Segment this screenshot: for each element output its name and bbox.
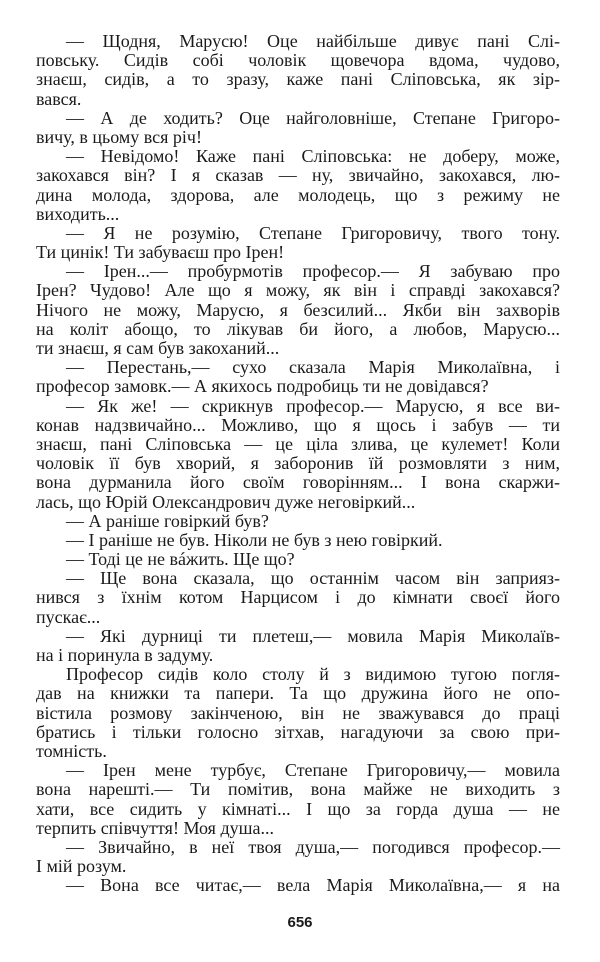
text-line: хати, все сидить у кімнаті... І що за горда душа — не: [36, 798, 560, 819]
text-line: — Я не розумію, Степане Григоровичу, твого тону.: [66, 222, 560, 243]
text-line: вався.: [36, 88, 82, 109]
text-line: вона нарешті.— Ти помітив, вона майже не виходить з: [36, 779, 560, 800]
text-line: — Які дурниці ти плетеш,— мовила Марія Миколаїв-: [66, 625, 560, 646]
text-line: І мій розум.: [36, 856, 127, 877]
text-line: — Як же! — скрикнув професор.— Марусю, я все ви-: [66, 395, 560, 416]
text-line: чоловік її був хворий, я заборонив їй розмовляти з ним,: [36, 453, 560, 474]
text-line: — А де ходить? Оце найголовніше, Степане Григоро-: [66, 107, 560, 128]
text-line: повську. Сидів собі чоловік щовечора вдома, чудово,: [36, 50, 560, 71]
text-line: — Щодня, Марусю! Оце найбільше дивує пані Слі-: [66, 31, 560, 51]
text-line: дина молода, здорова, але молодець, що з режиму не: [36, 184, 560, 205]
page-number: 656: [287, 914, 313, 931]
text-line: — Невідомо! Каже пані Сліповська: не доберу, може,: [66, 146, 560, 167]
text-line: Нічого не можу, Марусю, я безсилий... Якби він захворів: [36, 299, 560, 320]
text-line: професор замовк.— А якихось подробиць ти не довідався?: [36, 376, 489, 397]
text-line: закохався він? І я сказав — ну, звичайно, закохався, лю-: [36, 165, 560, 186]
text-line: Професор сидів коло столу й з видимою тугою погля-: [66, 664, 560, 685]
text-line: — Ірен...— пробурмотів професор.— Я забуваю про: [66, 261, 560, 282]
text-line: — А раніше говіркий був?: [66, 510, 269, 531]
text-line: Ірен? Чудово! Але що я можу, як він і справді закохався?: [36, 280, 560, 301]
text-line: виходить...: [36, 203, 120, 224]
text-line: Ти цинік! Ти забуваєш про Ірен!: [36, 242, 285, 263]
text-line: братись і тільки голосно зітхав, нагадуючи за свою при-: [36, 721, 560, 742]
text-line: вичу, в цьому вся річ!: [36, 126, 202, 147]
text-line: знаєш, пані Сліповська — це ціла злива, це кулемет! Коли: [36, 433, 560, 454]
text-line: на і поринула в задуму.: [36, 645, 214, 665]
body-text: [36, 32, 560, 895]
text-line: терпить співчуття! Моя душа...: [36, 817, 274, 838]
text-line: вістила розмову закінченою, він не зважувався до праці: [36, 702, 560, 723]
text-line: ти знаєш, я сам був закоханий...: [36, 338, 280, 358]
text-line: пускає...: [36, 606, 101, 627]
text-line: знаєш, сидів, а то зразу, каже пані Сліповська, як зір-: [36, 69, 560, 90]
text-line: вона дурманила його своїм говорінням... І вона скаржи-: [36, 472, 560, 493]
text-line: — І раніше не був. Ніколи не був з нею говіркий.: [66, 529, 443, 550]
text-line: на коліт абощо, то лікував би його, а любов, Марусю...: [36, 318, 560, 339]
text-line: — Перестань,— сухо сказала Марія Миколаївна, і: [66, 357, 560, 378]
text-line: томність.: [36, 740, 107, 761]
text-line: — Тоді це не вáжить. Ще що?: [66, 549, 295, 570]
text-line: — Ірен мене турбує, Степане Григоровичу,— мовила: [66, 760, 560, 781]
text-line: — Вона все читає,— вела Марія Миколаївна,— я на: [66, 875, 560, 896]
text-line: нився з їхнім котом Нарцисом і до кімнати своєї його: [36, 587, 560, 608]
text-line: конав надзвичайно... Можливо, що я щось і забув — ти: [36, 414, 560, 435]
text-line: лась, що Юрій Олександрович дуже неговіркий...: [36, 491, 416, 512]
text-line: дав на книжки та папери. Та що дружина його не опо-: [36, 683, 560, 704]
text-line: — Звичайно, в неї твоя душа,— погодився професор.—: [66, 836, 560, 857]
text-line: — Ще вона сказала, що останнім часом він заприяз-: [66, 568, 560, 589]
